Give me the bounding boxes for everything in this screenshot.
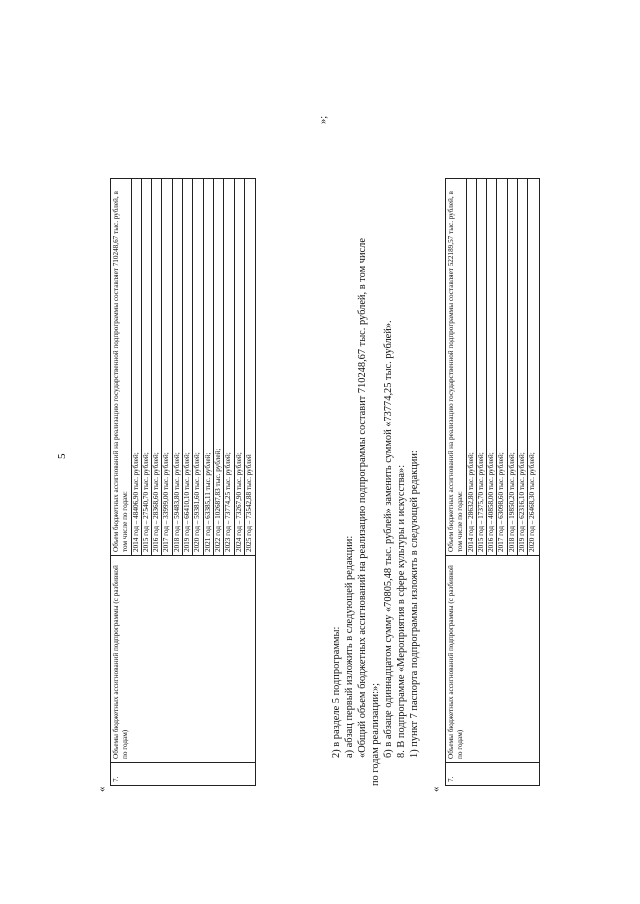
year-line: 2022 год – 102687,83 тыс. рублей; [213,179,223,555]
table-row [446,179,540,786]
year-line: 2014 год – 28632,80 тыс. рублей; [466,179,476,555]
year-line: 2015 год – 27540,70 тыс. рублей; [141,179,151,555]
year-line: 2015 год – 17375,70 тыс. рублей; [476,179,486,555]
funding-lead: Объем бюджетных ассигнований на реализацию государственной подпрограммы составляет 522189,57 тыс. рублей, в том числе по годам: [447,191,465,552]
year-line: 2023 год – 73774,25 тыс. рублей; [223,179,233,555]
year-line: 2017 год – 33999,00 тыс. рублей; [161,179,171,555]
year-line: 2014 год – 48406,90 тыс. рублей; [131,179,141,555]
passport-table-2 [445,178,540,786]
paragraph-item-a: а) абзац первый изложить в следующей редакции: [344,535,355,758]
year-line: 2019 год – 66410,10 тыс. рублей; [182,179,192,555]
year-line: 2020 год – 26468,30 тыс. рублей; [527,179,537,555]
row-value [446,179,540,556]
row-label: Объемы бюджетных ассигнований подпрограммы (с разбивкой по годам) [446,556,540,763]
paragraph-item-b: б) в абзаце одиннадцатом сумму «70805,48 тыс. рублей» заменить суммой «73774,25 тыс. рублей». [383,320,394,758]
year-line: 2016 год – 28368,60 тыс. рублей; [151,179,161,555]
passport-table-1 [110,178,256,786]
table-row [111,179,256,786]
row-value [111,179,256,556]
page-number: 5 [56,453,68,459]
year-line: 2025 год – 73542,88 тыс. рублей [244,179,254,555]
row-label: Объемы бюджетных ассигнований подпрограммы (с разбивкой по годам) [111,556,256,763]
year-line: 2018 год – 19850,20 тыс. рублей; [507,179,517,555]
open-quote-table-2: « [430,786,442,792]
close-quote-table-1: »; [318,115,329,124]
paragraph-section-5: 2) в разделе 5 подпрограммы: [331,626,342,758]
year-line: 2020 год – 59381,60 тыс. рублей; [192,179,202,555]
paragraph-section-8: 8. В подпрограмме «Мероприятия в сфере культуры и искусства»: [396,464,407,758]
year-line: 2018 год – 59483,80 тыс. рублей; [172,179,182,555]
row-number: 7. [446,763,540,786]
year-line: 2024 год – 73267,90 тыс. рублей; [234,179,244,555]
funding-lead: Объем бюджетных ассигнований на реализацию государственной подпрограммы составляет 710248,67 тыс. рублей, в том числе по годам: [112,191,130,552]
year-line: 2019 год – 62316,10 тыс. рублей; [517,179,527,555]
year-line: 2016 год – 40858,00 тыс. рублей; [486,179,496,555]
year-line: 2017 год – 63098,60 тыс. рублей; [496,179,506,555]
open-quote-table-1: « [96,786,108,792]
paragraph-item-1: 1) пункт 7 паспорта подпрограммы изложить в следующей редакции: [409,450,420,758]
paragraph-quote-total: «Общий объем бюджетных ассигнований на реализацию подпрограммы составит 710248,67 тыс. рублей, в том числе [357,238,368,758]
paragraph-by-years: по годам реализации:»; [370,682,381,786]
year-line: 2021 год – 63385,11 тыс. рублей; [203,179,213,555]
row-number: 7. [111,763,256,786]
